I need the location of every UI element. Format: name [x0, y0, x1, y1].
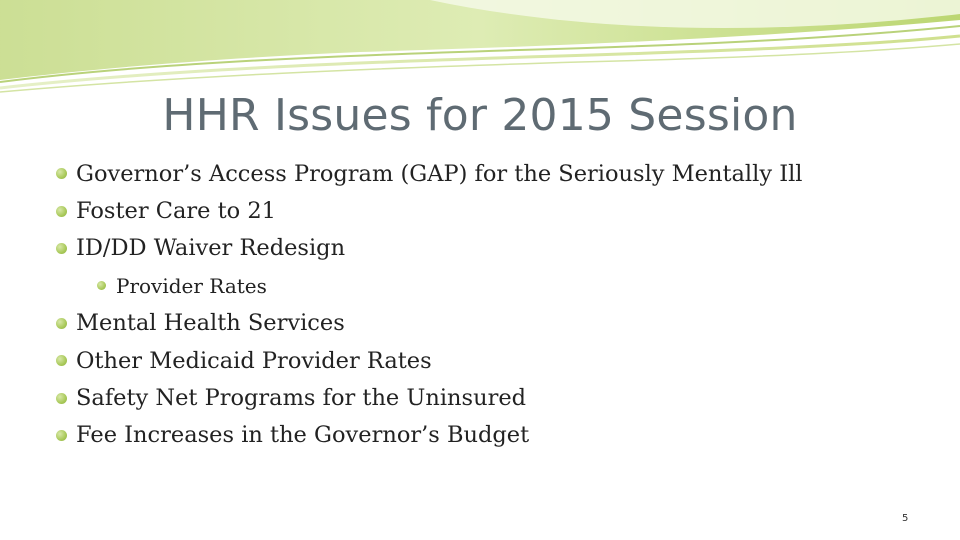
bullet-text: Provider Rates: [116, 273, 267, 298]
bullet-dot-icon: [56, 318, 67, 329]
bullet-dot-icon: [56, 430, 67, 441]
bullet-text: Other Medicaid Provider Rates: [76, 347, 432, 374]
bullet-text: Safety Net Programs for the Uninsured: [76, 385, 527, 412]
bullet-item: [56, 230, 802, 267]
bullet-text: Mental Health Services: [76, 310, 345, 337]
bullet-item: [56, 155, 802, 192]
bullet-dot-icon: [56, 168, 67, 179]
page-number: 5: [902, 513, 909, 524]
bullet-dot-icon: [97, 281, 106, 290]
bullet-text: ID/DD Waiver Redesign: [76, 235, 346, 262]
bullet-item: [56, 305, 802, 342]
bullet-list: [56, 155, 802, 454]
bullet-dot-icon: [56, 243, 67, 254]
bullet-dot-icon: [56, 206, 67, 217]
bullet-dot-icon: [56, 393, 67, 404]
bullet-item: [56, 342, 802, 379]
bullet-item: [56, 417, 802, 454]
slide-title: HHR Issues for 2015 Session: [162, 90, 798, 141]
bullet-item: [56, 379, 802, 416]
bullet-dot-icon: [56, 355, 67, 366]
bullet-text: Foster Care to 21: [76, 198, 276, 225]
bullet-item: [56, 192, 802, 229]
sub-bullet-item: [56, 267, 802, 304]
bullet-text: Fee Increases in the Governor’s Budget: [76, 422, 530, 449]
bullet-text: Governor’s Access Program (GAP) for the Seriously Mentally Ill: [76, 160, 803, 187]
